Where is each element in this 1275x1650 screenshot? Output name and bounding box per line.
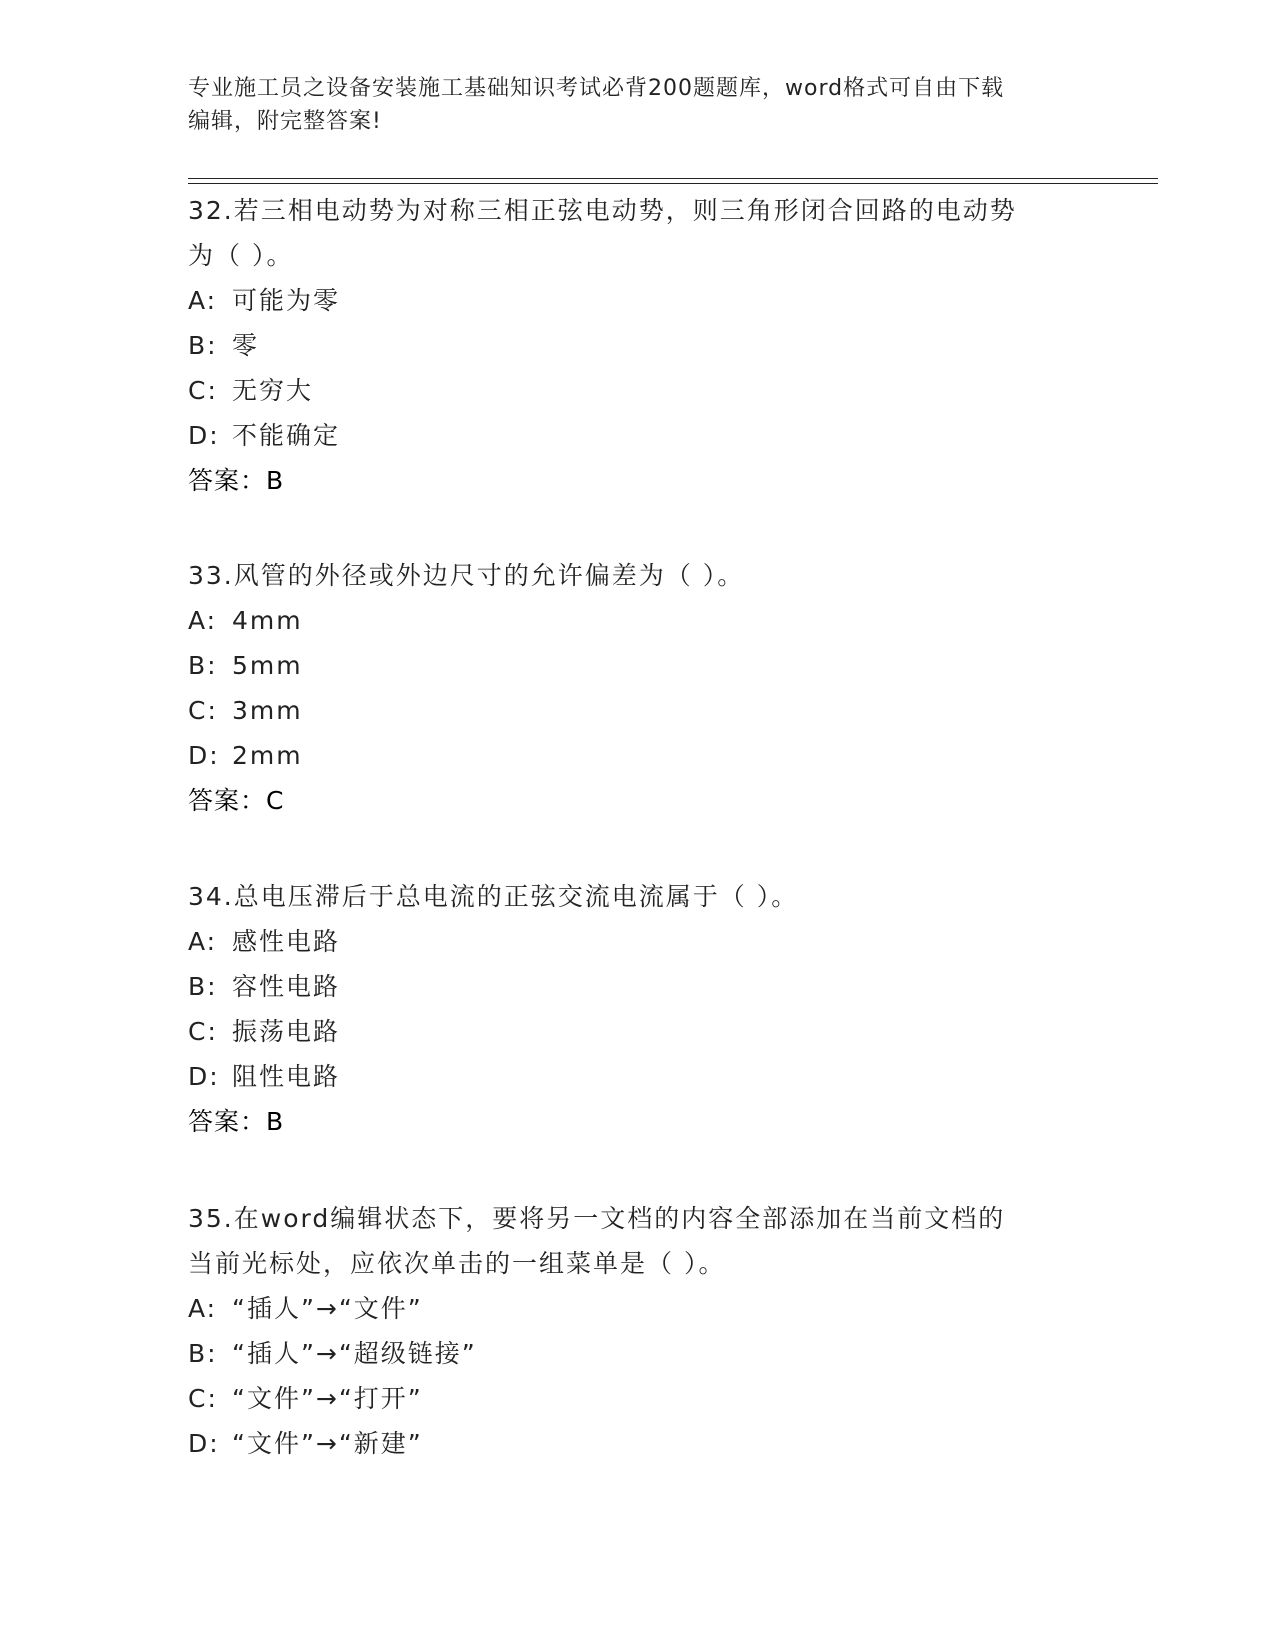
option-key: D: <box>188 421 220 450</box>
option-text: 不能确定 <box>232 421 341 450</box>
question-34 <box>188 874 1088 1144</box>
option-a <box>188 598 1088 643</box>
question-stem <box>188 874 1088 919</box>
option-c <box>188 1009 1088 1054</box>
option-key: C: <box>188 1017 218 1046</box>
document-header <box>188 72 1088 138</box>
option-d <box>188 733 1088 778</box>
option-text: 容性电路 <box>232 972 341 1001</box>
option-text: 可能为零 <box>232 286 341 315</box>
question-stem-line-2: 为（ ）。 <box>188 241 294 270</box>
option-text: 2mm <box>232 741 303 770</box>
header-line-1: 专业施工员之设备安装施工基础知识考试必背200题题库，word格式可自由下载 <box>188 76 1005 101</box>
header-divider-top <box>188 178 1158 179</box>
header-line-2: 编辑，附完整答案! <box>188 109 382 134</box>
option-a <box>188 1286 1088 1331</box>
question-stem-line-1: 35.在word编辑状态下，要将另一文档的内容全部添加在当前文档的 <box>188 1204 1006 1233</box>
option-key: D: <box>188 1062 220 1091</box>
option-key: A: <box>188 606 218 635</box>
option-c <box>188 688 1088 733</box>
option-c <box>188 368 1088 413</box>
question-stem-line-1: 33.风管的外径或外边尺寸的允许偏差为（ ）。 <box>188 561 745 590</box>
header-divider-bottom <box>188 183 1158 184</box>
option-b <box>188 643 1088 688</box>
option-text: 3mm <box>232 696 303 725</box>
option-key: B: <box>188 331 218 360</box>
option-text: 阻性电路 <box>232 1062 341 1091</box>
question-stem <box>188 1196 1088 1286</box>
option-text: “插人”→“超级链接” <box>232 1339 477 1368</box>
option-d <box>188 1054 1088 1099</box>
option-key: B: <box>188 972 218 1001</box>
option-text: 无穷大 <box>232 376 314 405</box>
question-stem-line-2: 当前光标处，应依次单击的一组菜单是（ ）。 <box>188 1249 726 1278</box>
option-key: A: <box>188 286 218 315</box>
option-key: B: <box>188 651 218 680</box>
question-stem <box>188 553 1088 598</box>
question-stem-line-1: 32.若三相电动势为对称三相正弦电动势，则三角形闭合回路的电动势 <box>188 196 1017 225</box>
option-key: B: <box>188 1339 218 1368</box>
answer-line: 答案：C <box>188 786 285 815</box>
option-b <box>188 1331 1088 1376</box>
question-stem-line-1: 34.总电压滞后于总电流的正弦交流电流属于（ ）。 <box>188 882 799 911</box>
question-33 <box>188 553 1088 823</box>
option-text: 零 <box>232 331 260 360</box>
option-text: “文件”→“打开” <box>232 1384 423 1413</box>
option-text: 振荡电路 <box>232 1017 341 1046</box>
option-key: D: <box>188 1429 220 1458</box>
option-key: D: <box>188 741 220 770</box>
question-35 <box>188 1196 1088 1466</box>
option-text: 5mm <box>232 651 303 680</box>
option-key: C: <box>188 696 218 725</box>
option-text: 感性电路 <box>232 927 341 956</box>
option-c <box>188 1376 1088 1421</box>
question-32 <box>188 188 1088 503</box>
option-text: “文件”→“新建” <box>232 1429 423 1458</box>
option-text: 4mm <box>232 606 303 635</box>
option-a <box>188 278 1088 323</box>
option-key: C: <box>188 1384 218 1413</box>
option-b <box>188 323 1088 368</box>
option-key: A: <box>188 927 218 956</box>
option-key: A: <box>188 1294 218 1323</box>
option-d <box>188 413 1088 458</box>
answer-line: 答案：B <box>188 466 285 495</box>
option-key: C: <box>188 376 218 405</box>
option-text: “插人”→“文件” <box>232 1294 423 1323</box>
question-stem <box>188 188 1088 278</box>
answer-line: 答案：B <box>188 1107 285 1136</box>
option-b <box>188 964 1088 1009</box>
option-a <box>188 919 1088 964</box>
option-d <box>188 1421 1088 1466</box>
